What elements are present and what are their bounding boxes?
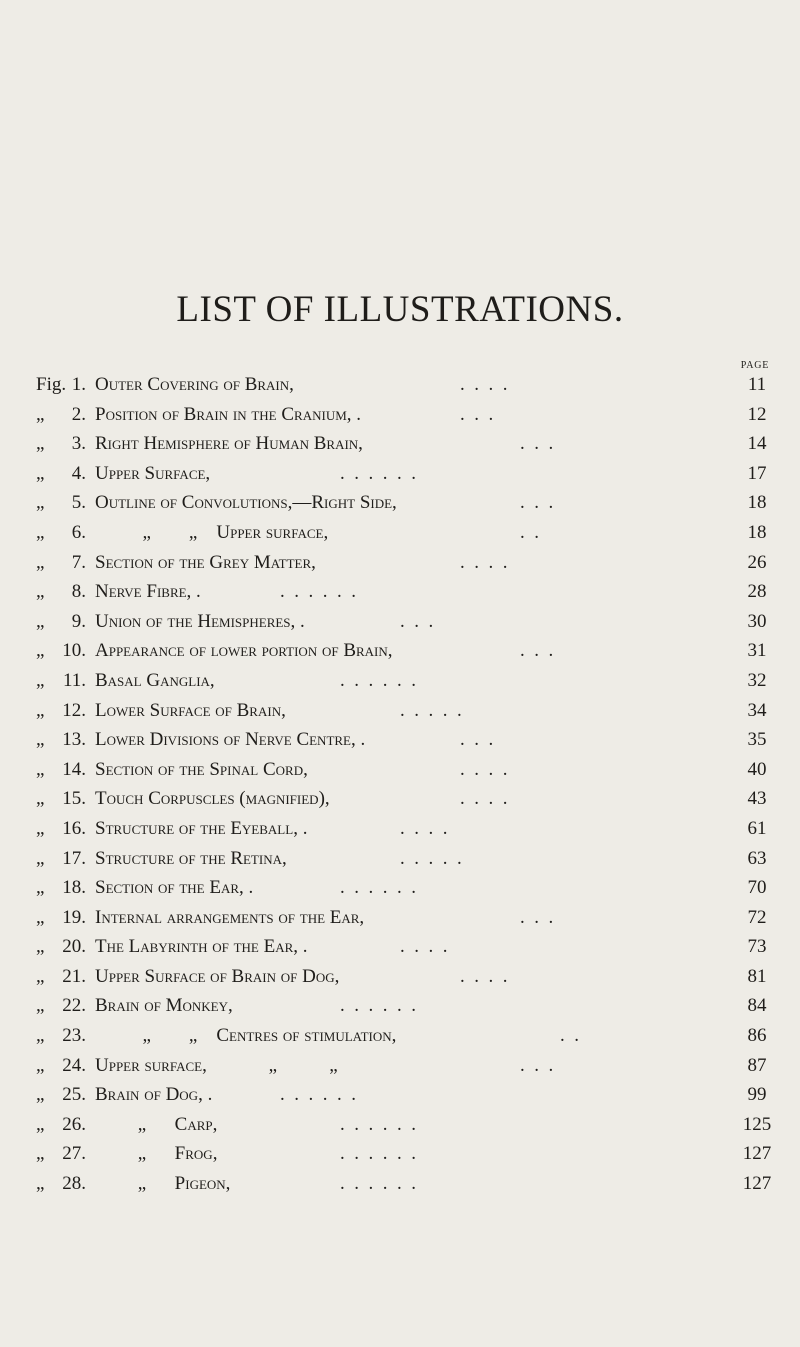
dot-leader: . . . . xyxy=(400,817,448,839)
figure-title: Brain of Dog, . xyxy=(95,1084,213,1106)
figure-title: Internal arrangements of the Ear, xyxy=(95,906,365,928)
page-number: 18 xyxy=(747,521,767,543)
page-number: 18 xyxy=(747,492,767,514)
list-item xyxy=(0,903,800,933)
figure-number: 4. xyxy=(71,462,86,484)
figure-prefix: „ xyxy=(36,433,45,455)
page-number: 14 xyxy=(747,433,767,455)
page-number: 34 xyxy=(747,699,767,721)
page-number: 32 xyxy=(747,669,767,691)
page-number: 73 xyxy=(747,936,767,958)
figure-prefix: „ xyxy=(36,817,45,839)
dot-leader: . . . . . . xyxy=(340,669,416,691)
figure-title: Outline of Convolutions,—Right Side, xyxy=(95,492,397,514)
page-number: 87 xyxy=(747,1054,767,1076)
figure-number: 5. xyxy=(71,492,86,514)
figure-number: 24. xyxy=(62,1054,86,1076)
figure-number: 3. xyxy=(71,433,86,455)
list-item xyxy=(0,844,800,874)
list-item xyxy=(0,1169,800,1199)
page-number: 70 xyxy=(747,877,767,899)
list-item xyxy=(0,518,800,548)
figure-number: 14. xyxy=(62,758,86,780)
figure-number: 18. xyxy=(62,877,86,899)
figure-title: Outer Covering of Brain, xyxy=(95,374,294,395)
page-number: 12 xyxy=(747,403,767,425)
list-item xyxy=(0,873,800,903)
figure-prefix: „ xyxy=(36,729,45,751)
dot-leader: . . . . xyxy=(400,936,448,958)
dot-leader: . . . xyxy=(520,433,554,455)
page-number: 28 xyxy=(747,581,767,603)
figure-title: „ Pigeon, xyxy=(95,1173,231,1195)
figure-title: Touch Corpuscles (magnified), xyxy=(95,788,330,810)
figure-number: 28. xyxy=(62,1173,86,1195)
dot-leader: . . . . . . xyxy=(340,462,416,484)
list-item xyxy=(0,755,800,785)
illustrations-list xyxy=(0,370,800,1199)
list-item xyxy=(0,636,800,666)
figure-title: „ Frog, xyxy=(95,1143,218,1165)
dot-leader: . . . . xyxy=(460,551,508,573)
page-number: 40 xyxy=(747,758,767,780)
list-item xyxy=(0,962,800,992)
figure-prefix: „ xyxy=(36,936,45,958)
figure-prefix: „ xyxy=(36,1054,45,1076)
figure-number: 10. xyxy=(62,640,86,662)
figure-title: Union of the Hemispheres, . xyxy=(95,610,305,632)
dot-leader: . . . . xyxy=(460,374,508,395)
figure-prefix: „ xyxy=(36,788,45,810)
list-item xyxy=(0,784,800,814)
dot-leader: . . . . . xyxy=(400,847,462,869)
list-item xyxy=(0,1051,800,1081)
page-number: 43 xyxy=(747,788,767,810)
figure-number: 12. xyxy=(62,699,86,721)
figure-number: 9. xyxy=(71,610,86,632)
figure-prefix: „ xyxy=(36,581,45,603)
figure-prefix: Fig. xyxy=(36,374,67,395)
page-number: 31 xyxy=(747,640,767,662)
list-item xyxy=(0,1080,800,1110)
list-item xyxy=(0,488,800,518)
page-number: 127 xyxy=(742,1173,772,1195)
list-item xyxy=(0,1139,800,1169)
page-number: 81 xyxy=(747,965,767,987)
figure-title: Appearance of lower portion of Brain, xyxy=(95,640,393,662)
list-item xyxy=(0,932,800,962)
figure-number: 27. xyxy=(62,1143,86,1165)
page-number: 125 xyxy=(742,1113,772,1135)
page-number: 99 xyxy=(747,1084,767,1106)
page-number: 61 xyxy=(747,817,767,839)
page-number: 84 xyxy=(747,995,767,1017)
page-number: 35 xyxy=(747,729,767,751)
dot-leader: . . . xyxy=(460,729,494,751)
page-title: LIST OF ILLUSTRATIONS. xyxy=(176,289,624,330)
figure-number: 26. xyxy=(62,1113,86,1135)
figure-prefix: „ xyxy=(36,610,45,632)
list-item xyxy=(0,607,800,637)
figure-prefix: „ xyxy=(36,965,45,987)
figure-number: 21. xyxy=(62,965,86,987)
list-item xyxy=(0,725,800,755)
list-item xyxy=(0,1021,800,1051)
list-item xyxy=(0,666,800,696)
figure-number: 23. xyxy=(62,1025,86,1047)
figure-number: 15. xyxy=(62,788,86,810)
figure-prefix: „ xyxy=(36,877,45,899)
figure-prefix: „ xyxy=(36,640,45,662)
figure-prefix: „ xyxy=(36,403,45,425)
figure-prefix: „ xyxy=(36,1084,45,1106)
figure-number: 2. xyxy=(71,403,86,425)
list-item xyxy=(0,400,800,430)
figure-prefix: „ xyxy=(36,699,45,721)
dot-leader: . . . . xyxy=(460,758,508,780)
dot-leader: . . . . . . xyxy=(340,1113,416,1135)
dot-leader: . . . . . . xyxy=(280,581,356,603)
dot-leader: . . . . xyxy=(460,788,508,810)
figure-title: „ Carp, xyxy=(95,1113,218,1135)
page-column-label: PAGE xyxy=(740,360,770,371)
figure-prefix: „ xyxy=(36,758,45,780)
dot-leader: . . . . . . xyxy=(340,1143,416,1165)
list-item xyxy=(0,429,800,459)
figure-prefix: „ xyxy=(36,492,45,514)
figure-title: Brain of Monkey, xyxy=(95,995,233,1017)
dot-leader: . . . xyxy=(520,492,554,514)
page-number: 11 xyxy=(747,374,767,395)
figure-number: 8. xyxy=(71,581,86,603)
list-item xyxy=(0,548,800,578)
dot-leader: . . . . xyxy=(460,965,508,987)
list-item xyxy=(0,459,800,489)
figure-number: 16. xyxy=(62,817,86,839)
figure-title: „ „ Upper surface, xyxy=(95,521,329,543)
list-item xyxy=(0,814,800,844)
figure-title: Nerve Fibre, . xyxy=(95,581,201,603)
page-number: 86 xyxy=(747,1025,767,1047)
figure-prefix: „ xyxy=(36,1113,45,1135)
figure-prefix: „ xyxy=(36,1173,45,1195)
figure-number: 20. xyxy=(62,936,86,958)
dot-leader: . . . . . . xyxy=(280,1084,356,1106)
page-number: 63 xyxy=(747,847,767,869)
figure-number: 1. xyxy=(71,374,86,395)
figure-number: 25. xyxy=(62,1084,86,1106)
figure-title: Upper surface, „ „ xyxy=(95,1054,338,1076)
list-item xyxy=(0,696,800,726)
figure-title: Lower Divisions of Nerve Centre, . xyxy=(95,729,366,751)
figure-prefix: „ xyxy=(36,906,45,928)
dot-leader: . . . xyxy=(520,640,554,662)
figure-prefix: „ xyxy=(36,669,45,691)
figure-number: 7. xyxy=(71,551,86,573)
list-item xyxy=(0,1110,800,1140)
dot-leader: . . . . . . xyxy=(340,877,416,899)
page-number: 26 xyxy=(747,551,767,573)
figure-title: Structure of the Eyeball, . xyxy=(95,817,308,839)
dot-leader: . . . . . xyxy=(400,699,462,721)
figure-title: Section of the Spinal Cord, xyxy=(95,758,308,780)
figure-title: Upper Surface of Brain of Dog, xyxy=(95,965,340,987)
figure-number: 22. xyxy=(62,995,86,1017)
page-number: 17 xyxy=(747,462,767,484)
dot-leader: . . . xyxy=(460,403,494,425)
figure-title: Lower Surface of Brain, xyxy=(95,699,286,721)
figure-prefix: „ xyxy=(36,462,45,484)
figure-number: 13. xyxy=(62,729,86,751)
dot-leader: . . . . . . xyxy=(340,995,416,1017)
dot-leader: . . . xyxy=(400,610,434,632)
figure-prefix: „ xyxy=(36,551,45,573)
figure-number: 6. xyxy=(71,521,86,543)
figure-title: The Labyrinth of the Ear, . xyxy=(95,936,308,958)
dot-leader: . . xyxy=(560,1025,579,1047)
figure-title: „ „ Centres of stimulation, xyxy=(95,1025,397,1047)
figure-title: Right Hemisphere of Human Brain, xyxy=(95,433,363,455)
list-item xyxy=(0,991,800,1021)
dot-leader: . . . xyxy=(520,1054,554,1076)
dot-leader: . . xyxy=(520,521,539,543)
figure-prefix: „ xyxy=(36,1025,45,1047)
dot-leader: . . . . . . xyxy=(340,1173,416,1195)
page-number: 72 xyxy=(747,906,767,928)
figure-prefix: „ xyxy=(36,995,45,1017)
figure-title: Position of Brain in the Cranium, . xyxy=(95,403,362,425)
figure-title: Structure of the Retina, xyxy=(95,847,287,869)
list-item xyxy=(0,370,800,400)
figure-title: Section of the Grey Matter, xyxy=(95,551,316,573)
figure-number: 17. xyxy=(62,847,86,869)
figure-number: 11. xyxy=(62,669,86,691)
figure-prefix: „ xyxy=(36,847,45,869)
figure-number: 19. xyxy=(62,906,86,928)
dot-leader: . . . xyxy=(520,906,554,928)
figure-prefix: „ xyxy=(36,521,45,543)
figure-title: Section of the Ear, . xyxy=(95,877,254,899)
figure-title: Upper Surface, xyxy=(95,462,211,484)
page-number: 30 xyxy=(747,610,767,632)
figure-title: Basal Ganglia, xyxy=(95,669,215,691)
figure-prefix: „ xyxy=(36,1143,45,1165)
list-item xyxy=(0,577,800,607)
page-number: 127 xyxy=(742,1143,772,1165)
